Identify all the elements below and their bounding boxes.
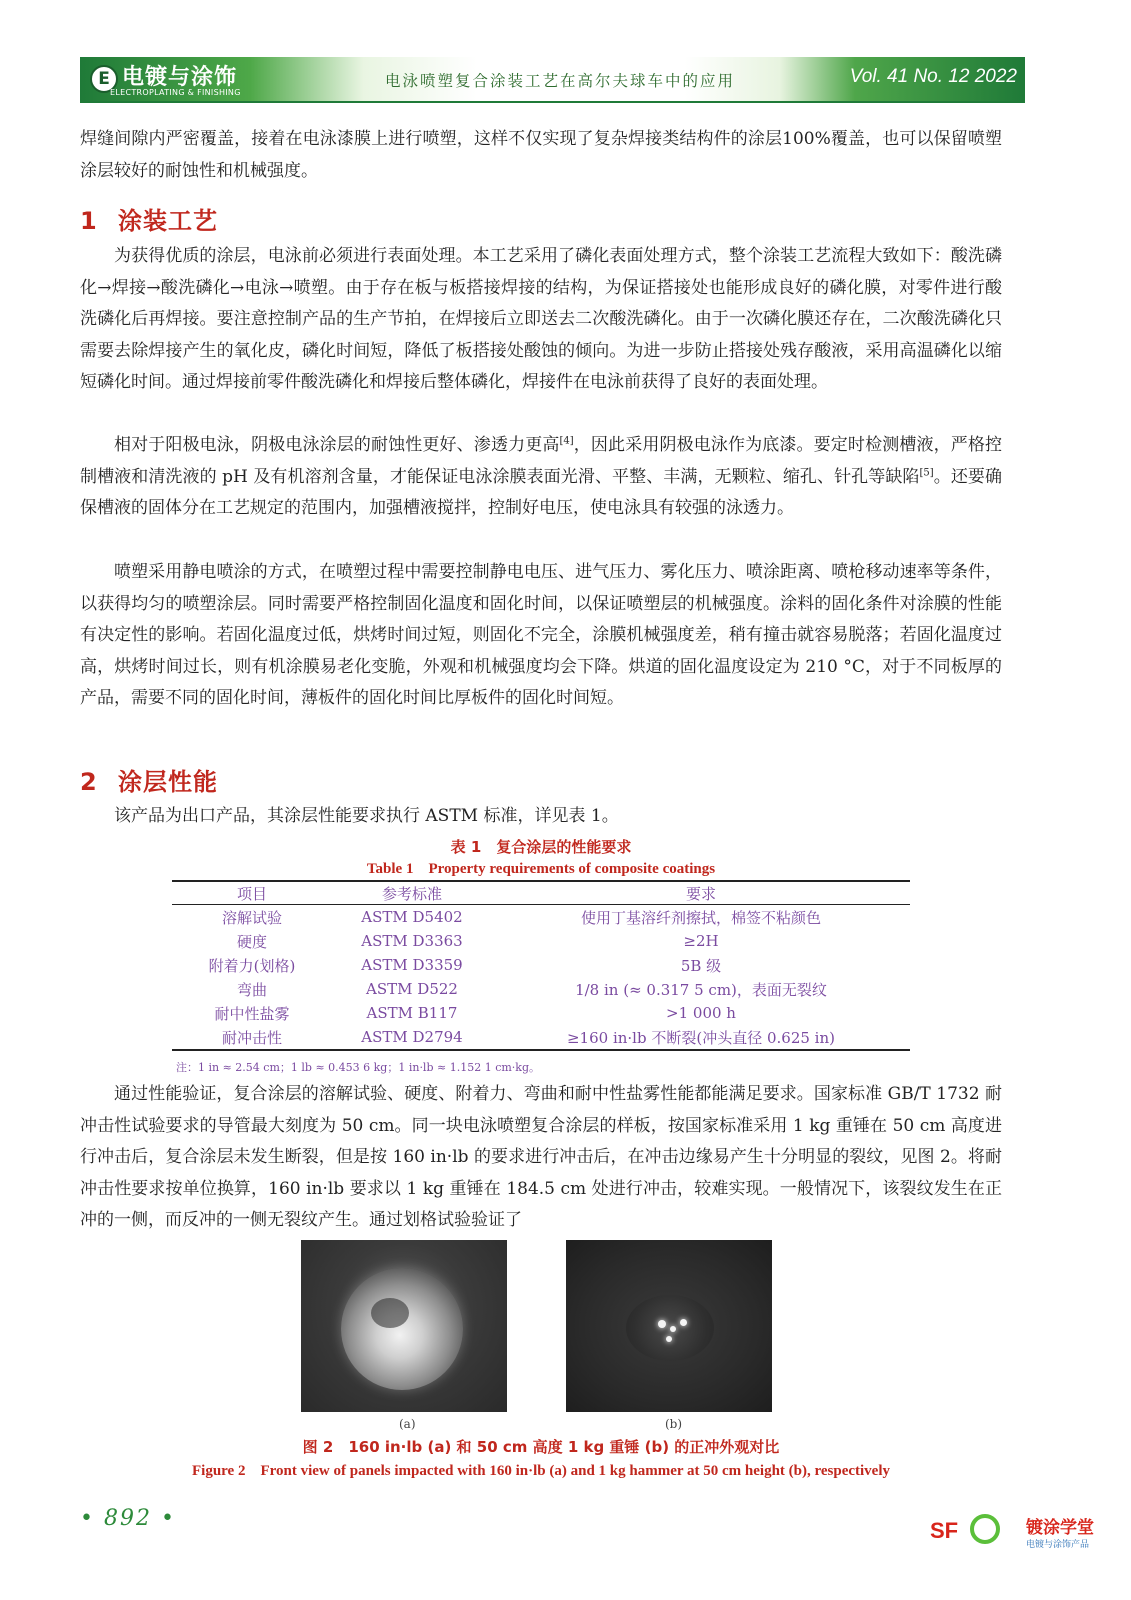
reflection-spot (670, 1326, 676, 1332)
section-2-heading (80, 762, 218, 797)
impact-dent-a (341, 1268, 463, 1390)
figure-2b-label: (b) (665, 1417, 683, 1431)
table-cell: ASTM D5402 (361, 908, 463, 926)
figure-2a-label: (a) (399, 1417, 416, 1431)
table-cell: ASTM B117 (366, 1004, 458, 1022)
section-2-title: 涂层性能 (118, 768, 218, 796)
watermark-logo (930, 1512, 1130, 1552)
reflection-spot (658, 1320, 666, 1328)
section-1-heading (80, 201, 218, 236)
table-cell: 弯曲 (236, 980, 267, 999)
table-row (172, 1001, 910, 1025)
section-1-number: 1 (80, 207, 98, 235)
watermark-ring-icon (970, 1514, 1000, 1544)
table-row (172, 929, 910, 953)
volume-issue: Vol. 41 No. 12 2022 (849, 66, 1017, 87)
journal-logo-icon: E (90, 65, 118, 93)
reflection-spot (680, 1319, 687, 1326)
figure-2a-photo (301, 1240, 507, 1412)
section-1-paragraph-2: 相对于阳极电泳，阴极电泳涂层的耐蚀性更好、渗透力更高[4]，因此采用阴极电泳作为底漆。要定时检测槽液，严格控制槽液和清洗液的 pH 及有机溶剂含量，才能保证电泳涂膜表面光滑、平整、丰满，无颗粒、缩孔、针孔等缺陷[5]。还要确保槽液的固体分在工艺规定的范围内，加强槽液搅拌，控制好电压，使电泳具有较强的泳透力。 (80, 435, 1003, 518)
table-1-note: 注：1 in ≈ 2.54 cm；1 lb ≈ 0.453 6 kg；1 in·lb ≈ 1.152 1 cm·kg。 (176, 1061, 540, 1074)
table-1-caption-en: Table 1 Property requirements of composite coatings (366, 861, 716, 877)
table-row (172, 905, 910, 930)
table-cell: 附着力(划格) (208, 956, 296, 975)
table-header-requirement: 要求 (685, 884, 716, 903)
table-cell: 硬度 (236, 932, 267, 951)
table-cell: 耐冲击性 (221, 1028, 282, 1047)
figure-2b-photo (566, 1240, 772, 1412)
table-cell: 5B 级 (680, 956, 722, 975)
journal-header (80, 57, 1025, 103)
section-2-paragraph-1: 该产品为出口产品，其涂层性能要求执行 ASTM 标准，详见表 1。 (114, 806, 619, 826)
table-cell: ASTM D522 (366, 980, 458, 998)
table-1 (172, 880, 910, 1051)
watermark-title: 镀涂学堂 (1026, 1518, 1094, 1538)
table-cell: 耐中性盐雾 (214, 1004, 290, 1023)
watermark-subtitle: 电镀与涂饰产品 (1026, 1540, 1090, 1550)
journal-name-cn: 电镀与涂饰 (122, 65, 238, 90)
journal-name-en: ELECTROPLATING & FINISHING (110, 88, 241, 97)
table-cell: ASTM D3359 (361, 956, 463, 974)
citation-4: [4] (559, 435, 574, 447)
table-cell: >1 000 h (666, 1004, 736, 1022)
table-1-caption-cn: 表 1 复合涂层的性能要求 (450, 838, 632, 856)
figure-2-caption-cn: 图 2 160 in·lb (a) 和 50 cm 高度 1 kg 重锤 (b) 的正冲外观对比 (302, 1438, 780, 1456)
table-header-standard: 参考标准 (381, 884, 442, 903)
table-cell: ASTM D2794 (361, 1028, 463, 1046)
citation-5: [5] (919, 466, 934, 478)
table-row (172, 953, 910, 977)
watermark-brand: SF (930, 1518, 959, 1543)
table-cell: ≥2H (683, 932, 719, 950)
intro-paragraph: 焊缝间隙内严密覆盖，接着在电泳漆膜上进行喷塑，这样不仅实现了复杂焊接类结构件的涂层100%覆盖，也可以保留喷塑涂层较好的耐蚀性和机械强度。 (80, 129, 1002, 181)
section-1-title: 涂装工艺 (118, 207, 218, 235)
table-header-row (172, 881, 910, 905)
section-1-paragraph-1: 为获得优质的涂层，电泳前必须进行表面处理。本工艺采用了磷化表面处理方式，整个涂装工艺流程大致如下：酸洗磷化→焊接→酸洗磷化→电泳→喷塑。由于存在板与板搭接焊接的结构，为保证搭接处也能形成良好的磷化膜，对零件进行酸洗磷化后再焊接。要注意控制产品的生产节拍，在焊接后立即送去二次酸洗磷化。由于一次磷化膜还存在，二次酸洗磷化只需要去除焊接产生的氧化皮，磷化时间短，降低了板搭接处酸蚀的倾向。为进一步防止搭接处残存酸液，采用高温磷化以缩短磷化时间。通过焊接前零件酸洗磷化和焊接后整体磷化，焊接件在电泳前获得了良好的表面处理。 (80, 246, 1002, 392)
section-1-paragraph-3: 喷塑采用静电喷涂的方式，在喷塑过程中需要控制静电电压、进气压力、雾化压力、喷涂距离、喷枪移动速率等条件，以获得均匀的喷塑涂层。同时需要严格控制固化温度和固化时间，以保证喷塑层的机械强度。涂料的固化条件对涂膜的性能有决定性的影响。若固化温度过低，烘烤时间过短，则固化不完全，涂膜机械强度差，稍有撞击就容易脱落；若固化温度过高，烘烤时间过长，则有机涂膜易老化变脆，外观和机械强度均会下降。烘道的固化温度设定为 210 °C，对于不同板厚的产品，需要不同的固化时间，薄板件的固化时间比厚板件的固化时间短。 (80, 562, 1002, 708)
section-2-paragraph-2: 通过性能验证，复合涂层的溶解试验、硬度、附着力、弯曲和耐中性盐雾性能都能满足要求。国家标准 GB/T 1732 耐冲击性试验要求的导管最大刻度为 50 cm。同一块电泳喷塑复合涂层的样板，按国家标准采用 1 kg 重锤在 50 cm 高度进行冲击后，复合涂层未发生断裂，但是按 160 in·lb 的要求进行冲击后，在冲击边缘易产生十分明显的裂纹，见图 2。将耐冲击性要求按单位换算，160 in·lb 要求以 1 kg 重锤在 184.5 cm 处进行冲击，较难实现。一般情况下，该裂纹发生在正冲的一侧，而反冲的一侧无裂纹产生。通过划格试验验证了 (80, 1084, 1002, 1230)
figure-2-caption-en: Figure 2 Front view of panels impacted with 160 in·lb (a) and 1 kg hammer at 50 cm height (b), respectively (191, 1463, 891, 1479)
reflection-spot (666, 1336, 672, 1342)
table-cell: 溶解试验 (221, 908, 282, 927)
table-header-item: 项目 (236, 884, 267, 903)
table-cell: 使用丁基溶纤剂擦拭，棉签不粘颜色 (580, 908, 821, 927)
table-cell: 1/8 in (≈ 0.317 5 cm)，表面无裂纹 (575, 980, 827, 999)
table-cell: ASTM D3363 (361, 932, 463, 950)
running-title: 电泳喷塑复合涂装工艺在高尔夫球车中的应用 (384, 72, 735, 90)
page-number: • 892 • (80, 1506, 176, 1531)
table-row (172, 977, 910, 1001)
table-row (172, 1025, 910, 1050)
section-2-number: 2 (80, 768, 98, 796)
table-cell: ≥160 in·lb 不断裂(冲头直径 0.625 in) (566, 1028, 835, 1047)
